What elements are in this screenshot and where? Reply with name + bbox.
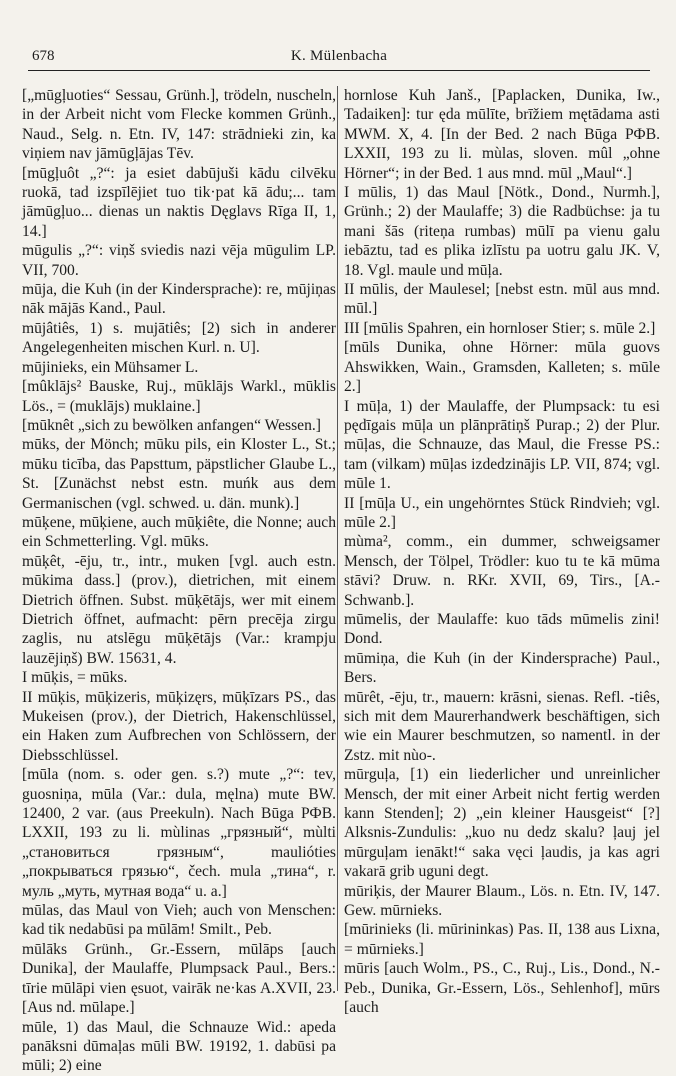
dictionary-entry: [mūla (nom. s. oder gen. s.?) mute „?“: tev, guosniņa, mūla (Var.: dula, męlna) mute BW. 12400, 2 var. (aus Preekuln). Nach Būga РФВ. LXXII, 193 zu li. mùlinas „грязный“, mùlti „становиться грязным“, mauliótiеs „покрываться грязью“, čech. mula „тина“, r. муль „муть, мутная вода“ u. a.] [22, 766, 336, 900]
dictionary-entry: II mūlis, der Maulesel; [nebst estn. mūl aus mnd. mūl.] [344, 281, 660, 318]
column-divider [337, 86, 338, 991]
right-column [344, 86, 660, 1017]
running-title: K. Mülenbacha [290, 48, 388, 64]
dictionary-entry: mūmelis, der Maulaffe: kuo tāds mūmelis zini! Dond. [344, 610, 660, 648]
dictionary-entry: [mūrinieks (li. mūrininkas) Pas. II, 138 aus Lixna, = mūrnieks.] [344, 921, 660, 958]
page-number: 678 [32, 48, 55, 64]
dictionary-entry: mūmiņa, die Kuh (in der Kindersprache) Paul., Bers. [344, 649, 660, 687]
dictionary-entry: mūja, die Kuh (in der Kindersprache): re, mūjiņas nāk mājās Kand., Paul. [22, 281, 336, 318]
dictionary-entry: mūks, der Mönch; mūku pils, ein Kloster L., St.; mūku ticība, das Papsttum, päpstlicher Glaube L., St. [Zunächst nebst estn. muńk aus dem Germanischen (vgl. schwed. u. dän. munk).] [22, 436, 336, 512]
dictionary-entry: mūle, 1) das Maul, die Schnauze Wid.: apeda panāksni dūmaļas mūli BW. 19192, 1. dabūsi pa mūli; 2) eine [22, 1018, 336, 1075]
dictionary-entry: mūrêt, -ēju, tr., mauern: krāsni, sienas. Refl. -tiês, sich mit dem Maurerhandwerk beschäftigen, sich wie ein Maurer beschmutzen, so namentl. in der Zstz. mit nùo-. [344, 688, 660, 764]
dictionary-entry: II mūķis, mūķizeris, mūķizęrs, mūķīzars PS., das Mukeisen (prov.), der Dietrich, Hakenschlüssel, ein Haken zum Aufbrechen von Schlössern, der Diebsschlüssel. [22, 688, 336, 764]
dictionary-entry: mūķêt, -ēju, tr., intr., muken [vgl. auch estn. mūkima dass.] (prov.), dietrichen, mit einem Dietrich öffnen. Subst. mūķētājs, wer mit einem Dietrich öffnet, aufmacht: pērn precēja zirgu zaglis, nu atslēgu mūķētājs (Var.: krampju lauzējiņš) BW. 15631, 4. [22, 552, 336, 667]
dictionary-entry: mūris [auch Wolm., PS., C., Ruj., Lis., Dond., N.-Peb., Dunika, Gr.-Essern, Lös., Sehlenhof], mūrs [auch [344, 960, 660, 1017]
dictionary-entry: mūgulis „?“: viņš sviedis nazi vēja mūgulim LP. VII, 700. [22, 242, 336, 279]
dictionary-entry: [mūknêt „sich zu bewölken anfangen“ Wessen.] [22, 416, 321, 434]
dictionary-entry: III [mūlis Spahren, ein hornloser Stier; s. mūle 2.] [344, 319, 656, 337]
dictionary-entry: I mūķis, = mūks. [22, 669, 128, 687]
dictionary-entry: mūjinieks, ein Mühsamer L. [22, 358, 199, 376]
dictionary-entry: [mūgļuôt „?“: ja esiet dabūjuši kādu cilvēku ruokā, tad izspīlējiet tuo tik·pat kā ādu;... tam jāmūgļuo... dienas un naktis Dęglavs Rīga II, 1, 14.] [22, 164, 336, 240]
dictionary-entry: mūlas, das Maul von Vieh; auch von Menschen: kad tik nedabūsi pa mūlām! Smilt., Peb. [22, 902, 336, 939]
dictionary-entry: I mūļa, 1) der Maulaffe, der Plumpsack: tu esi pędīgais mūļa un plānprātiņš Purap.; 2) der Plur. mūļas, die Schnauze, das Maul, die Fresse PS.: tam (vilkam) mūļas izdedzinājis LP. VII, 874; vgl. mūle 1. [344, 397, 660, 493]
dictionary-entry: mūķene, mūķiene, auch mūķiête, die Nonne; auch ein Schmetterling. Vgl. mūks. [22, 513, 336, 551]
dictionary-entry: mūlāks Grünh., Gr.-Essern, mūlāps [auch Dunika], der Maulaffe, Plumpsack Paul., Bers.: tīrie mūlāpi vien ęsuot, vairāk ne·kas A.XVII, 23. [Aus nd. mūlape.] [22, 940, 336, 1017]
dictionary-entry: hornlose Kuh Janš., [Paplacken, Dunika, Iw., Tadaiken]: tur ęda mūlīte, brīžiem mętādama asti MWM. X, 4. [In der Bed. 2 nach Būga РФВ. LXXII, 193 zu li. mùlas, sloven. mûl „ohne Hörner“; in der Bed. 1 aus mnd. mūl „Maul“.] [344, 87, 660, 182]
dictionary-entry: [mūls Dunika, ohne Hörner: mūla guovs Ahswikken, Wain., Gramsden, Kalleten; s. mūle 2.] [344, 339, 660, 396]
dictionary-entry: II [mūļa U., ein ungehörntes Stück Rindvieh; vgl. mūle 2.] [344, 494, 660, 531]
page-header [28, 44, 650, 71]
dictionary-entry: mùma², comm., ein dummer, schweigsamer Mensch, der Tölpel, Trödler: kuo tu te kā mūma stāvi? Druw. n. RKr. XVII, 69, Tirs., [A.-Schwanb.]. [344, 533, 660, 609]
dictionary-entry: [„mūgļuoties“ Sessau, Grünh.], trödeln, nuscheln, in der Arbeit nicht vom Flecke kommen Grünh., Naud., Selg. n. Etn. IV, 147: strādnieki zin, ka viņiem nav jāmūgļājas Tēv. [22, 87, 336, 163]
dictionary-entry: mūjâtiês, 1) s. mujātiês; [2) sich in anderer Angelegenheiten mischen Kurl. n. U]. [22, 319, 336, 357]
dictionary-entry: [mûklājs² Bauske, Ruj., mūklājs Warkl., mūklis Lös., = (muklājs) muklaine.] [22, 378, 336, 415]
dictionary-entry: mūrguļa, [1) ein liederlicher und unreinlicher Mensch, der mit einer Arbeit nicht fertig werden kann Stenden]; 2) „ein kleiner Hausgeist“ [?] Alksnis-Zundulis: „kuo nu dedz skalu? ļauj jel mūrguļam ienākt!“ saka vęci ļaudis, ja kas agri vakarā grib uguni degt. [344, 766, 660, 881]
dictionary-entry: mūriķis, der Maurer Blaum., Lös. n. Etn. IV, 147. Gew. mūrnieks. [344, 882, 660, 920]
left-column [22, 86, 336, 1075]
dictionary-entry: I mūlis, 1) das Maul [Nötk., Dond., Nurmh.], Grünh.; 2) der Maulaffe; 3) die Radbüchse: ja tu mani šās (riteņa rumbas) mūlī pa vienu galu iebāztu, tad es plika izlīstu pa uotru galu JK. V, 18. Vgl. maule und mūļa. [344, 184, 660, 279]
